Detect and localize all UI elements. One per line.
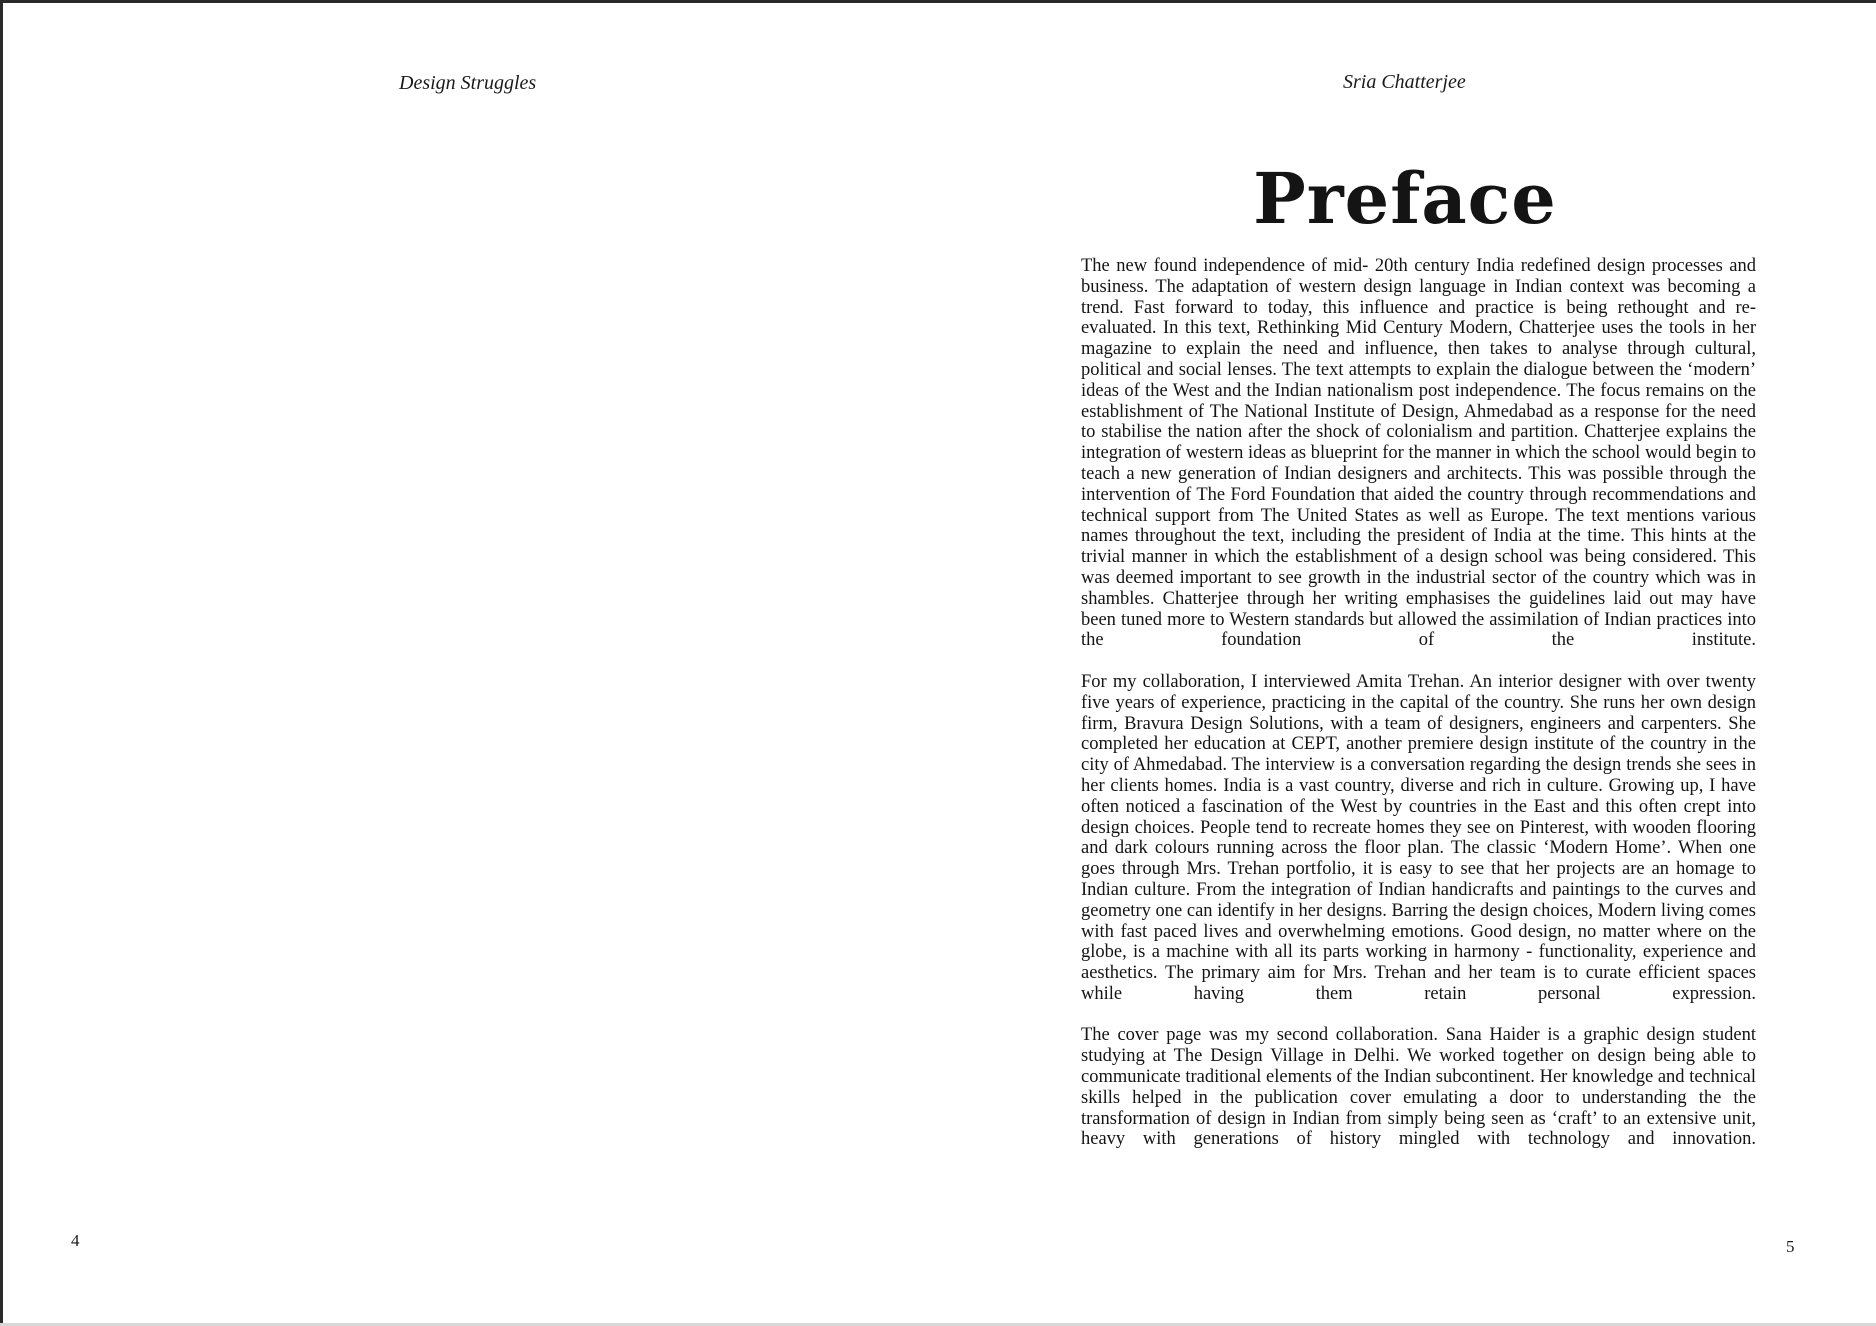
- page-number-left: 4: [71, 1231, 80, 1250]
- page-number-right: 5: [1786, 1237, 1795, 1256]
- page-title: Preface: [1253, 157, 1557, 240]
- running-head-right: Sria Chatterjee: [1343, 71, 1466, 93]
- right-page: [938, 0, 1876, 1326]
- running-head-left: Design Struggles: [399, 72, 537, 94]
- paragraph-3: The cover page was my second collaboration. Sana Haider is a graphic design student studying at The Design Village in Delhi. We worked together on design being able to communicate traditional elements of the Indian subcontinent. Her knowledge and technical skills helped in the publication cover emulating a door to understanding the the transformation of design in Indian from simply being seen as ‘craft’ to an extensive unit, heavy with generations of history mingled with technology and innovation.: [1081, 1025, 1756, 1150]
- paragraph-2: For my collaboration, I interviewed Amita Trehan. An interior designer with over twenty five years of experience, practicing in the capital of the country. She runs her own design firm, Bravura Design Solutions, with a team of designers, engineers and carpenters. She completed her education at CEPT, another premiere design institute of the country in the city of Ahmedabad. The interview is a conversation regarding the design trends she sees in her clients homes. India is a vast country, diverse and rich in culture. Growing up, I have often noticed a fascination of the West by countries in the East and this often crept into design choices. People tend to recreate homes they see on Pinterest, with wooden flooring and dark colours running across the floor plan. The classic ‘Modern Home’. When one goes through Mrs. Trehan portfolio, it is easy to see that her projects are an homage to Indian culture. From the integration of Indian handicrafts and paintings to the curves and geometry one can identify in her designs. Barring the design choices, Modern living comes with fast paced lives and overwhelming emotions. Good design, no matter where on the globe, is a machine with all its parts working in harmony - functionality, experience and aesthetics. The primary aim for Mrs. Trehan and her team is to curate efficient spaces while having them retain personal expression.: [1081, 671, 1756, 1004]
- body-text: [1081, 256, 1756, 1171]
- paragraph-1: The new found independence of mid- 20th century India redefined design processes and business. The adaptation of western design language in Indian context was becoming a trend. Fast forward to today, this influence and practice is being rethought and re-evaluated. In this text, Rethinking Mid Century Modern, Chatterjee uses the tools in her magazine to explain the need and influence, then takes to analyse through cultural, political and social lenses. The text attempts to explain the dialogue between the ‘modern’ ideas of the West and the Indian nationalism post independence. The focus remains on the establishment of The National Institute of Design, Ahmedabad as a response for the need to stabilise the nation after the shock of colonialism and partition. Chatterjee explains the integration of western ideas as blueprint for the manner in which the school would begin to teach a new generation of Indian designers and architects. This was possible through the intervention of The Ford Foundation that aided the country through recommendations and technical support from The United States as well as Europe. The text mentions various names throughout the text, including the president of India at the time. This hints at the trivial manner in which the establishment of a design school was being considered. This was deemed important to see growth in the industrial sector of the country which was in shambles. Chatterjee through her writing emphasises the guidelines laid out may have been tuned more to Western standards but allowed the assimilation of Indian practices into the foundation of the institute.: [1081, 256, 1756, 651]
